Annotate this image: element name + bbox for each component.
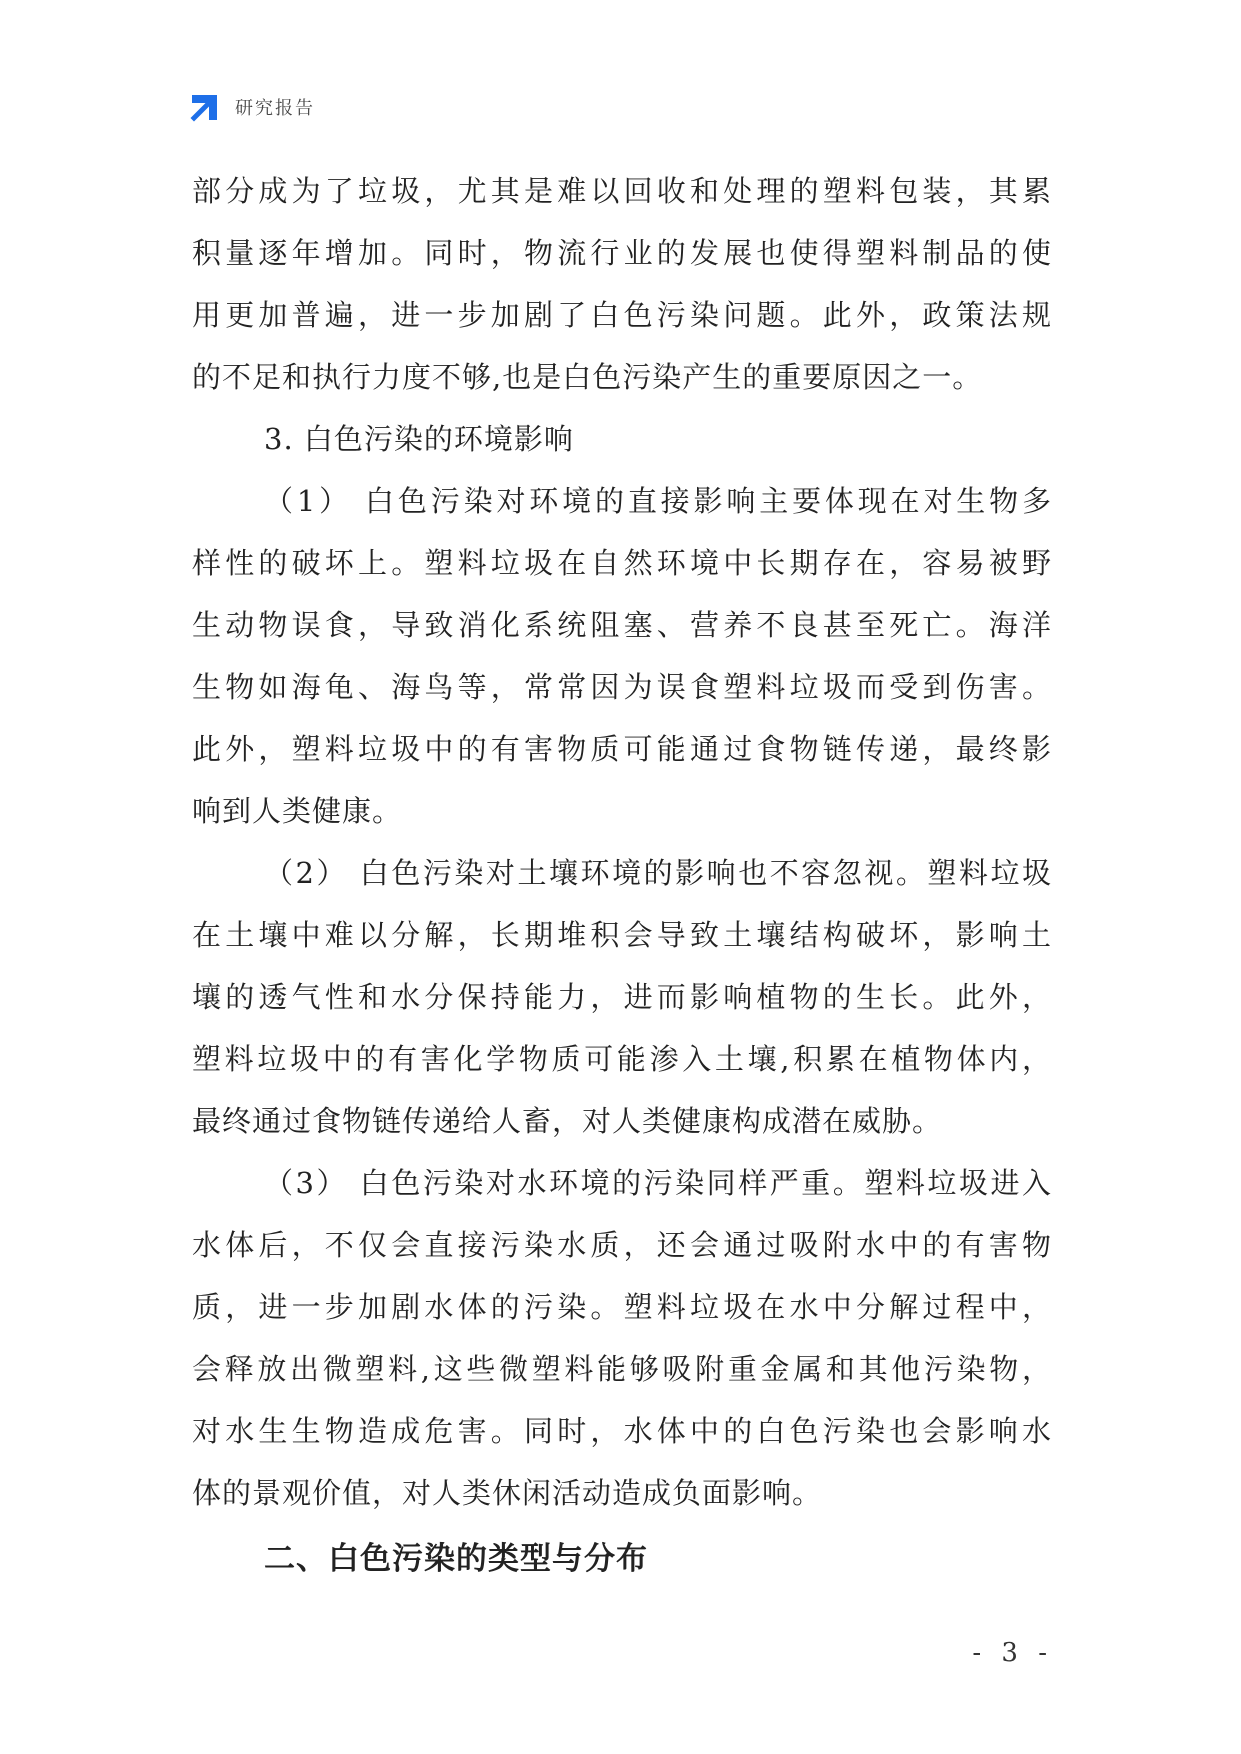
text-line: （3） 白色污染对水环境的污染同样严重。塑料垃圾进入 [264, 1166, 1052, 1200]
section-heading-2: 二、白色污染的类型与分布 [264, 1541, 648, 1577]
text-line: 会释放出微塑料,这些微塑料能够吸附重金属和其他污染物， [192, 1352, 1052, 1386]
text-line: 样性的破坏上。塑料垃圾在自然环境中长期存在，容易被野 [192, 546, 1052, 580]
document-body [192, 160, 1052, 1594]
text-line: 积量逐年增加。同时，物流行业的发展也使得塑料制品的使 [192, 236, 1052, 270]
text-line: 用更加普遍，进一步加剧了白色污染问题。此外，政策法规 [192, 298, 1052, 332]
intro-paragraph [192, 160, 1052, 408]
text-line: 体的景观价值，对人类休闲活动造成负面影响。 [192, 1476, 823, 1510]
text-line: 响到人类健康。 [192, 794, 403, 828]
text-line: （2） 白色污染对土壤环境的影响也不容忽视。塑料垃圾 [264, 856, 1052, 890]
paragraph-2 [192, 842, 1052, 1152]
text-line: 的不足和执行力度不够,也是白色污染产生的重要原因之一。 [192, 360, 983, 394]
text-line: （1） 白色污染对环境的直接影响主要体现在对生物多 [264, 484, 1052, 518]
header-title: 研究报告 [235, 98, 315, 119]
text-line: 生物如海龟、海鸟等，常常因为误食塑料垃圾而受到伤害。 [192, 670, 1052, 704]
text-line: 对水生生物造成危害。同时，水体中的白色污染也会影响水 [192, 1414, 1052, 1448]
text-line: 生动物误食，导致消化系统阻塞、营养不良甚至死亡。海洋 [192, 608, 1052, 642]
paragraph-3 [192, 1152, 1052, 1524]
text-line: 质，进一步加剧水体的污染。塑料垃圾在水中分解过程中， [192, 1290, 1052, 1324]
text-line: 此外，塑料垃圾中的有害物质可能通过食物链传递，最终影 [192, 732, 1052, 766]
page-header [188, 90, 315, 124]
text-line: 部分成为了垃圾，尤其是难以回收和处理的塑料包装，其累 [192, 174, 1052, 208]
text-line: 最终通过食物链传递给人畜，对人类健康构成潜在威胁。 [192, 1104, 943, 1138]
arrow-up-right-icon [188, 91, 221, 124]
text-line: 壤的透气性和水分保持能力，进而影响植物的生长。此外， [192, 980, 1052, 1014]
text-line: 水体后，不仅会直接污染水质，还会通过吸附水中的有害物 [192, 1228, 1052, 1262]
paragraph-1 [192, 470, 1052, 842]
text-line: 在土壤中难以分解，长期堆积会导致土壤结构破坏，影响土 [192, 918, 1052, 952]
page-number: - 3 - [972, 1638, 1053, 1668]
text-line: 塑料垃圾中的有害化学物质可能渗入土壤,积累在植物体内， [192, 1042, 1052, 1076]
section-heading-3: 3. 白色污染的环境影响 [264, 422, 574, 456]
